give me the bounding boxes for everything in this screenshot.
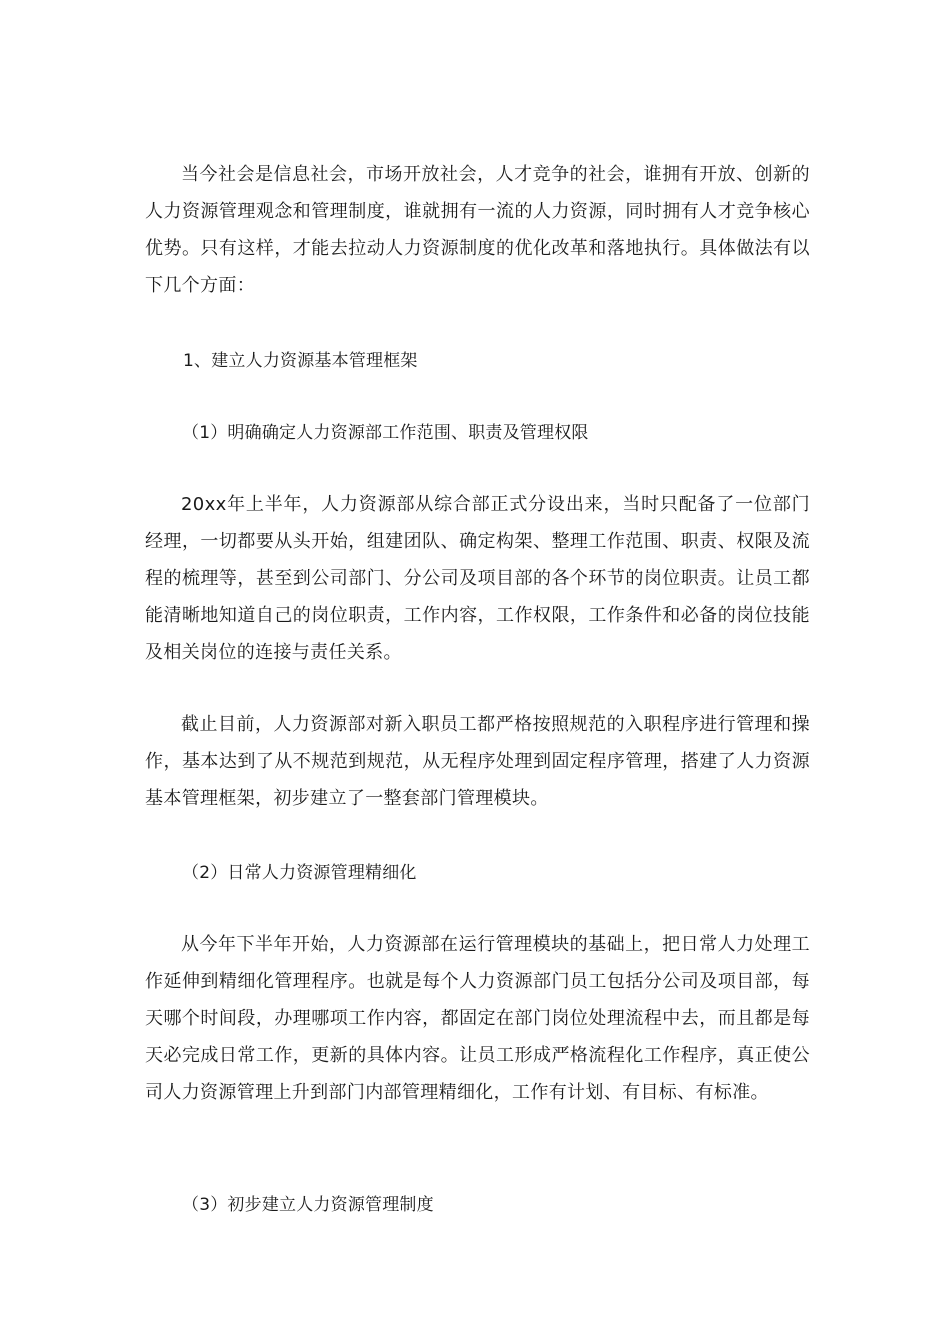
section-heading-1: 1、建立人力资源基本管理框架 [183, 351, 418, 371]
intro-paragraph: 当今社会是信息社会，市场开放社会，人才竞争的社会，谁拥有开放、创新的人力资源管理观念和管理制度，谁就拥有一流的人力资源，同时拥有人才竞争核心优势。只有这样，才能去拉动人力资源制度的优化改革和落地执行。具体做法有以下几个方面： [145, 164, 810, 296]
subsection-heading-1: （1）明确确定人力资源部工作范围、职责及管理权限 [182, 423, 589, 443]
paragraph-current-status: 截止目前，人力资源部对新入职员工都严格按照规范的入职程序进行管理和操作，基本达到了从不规范到规范，从无程序处理到固定程序管理，搭建了人力资源基本管理框架，初步建立了一整套部门管理模块。 [145, 714, 810, 809]
paragraph-work-scope: 20xx年上半年，人力资源部从综合部正式分设出来，当时只配备了一位部门经理，一切都要从头开始，组建团队、确定构架、整理工作范围、职责、权限及流程的梳理等，甚至到公司部门、分公司及项目部的各个环节的岗位职责。让员工都能清晰地知道自己的岗位职责，工作内容，工作权限，工作条件和必备的岗位技能及相关岗位的连接与责任关系。 [145, 494, 810, 663]
subsection-heading-3: （3）初步建立人力资源管理制度 [182, 1195, 434, 1215]
paragraph-refinement: 从今年下半年开始，人力资源部在运行管理模块的基础上，把日常人力处理工作延伸到精细化管理程序。也就是每个人力资源部门员工包括分公司及项目部，每天哪个时间段，办理哪项工作内容，都固定在部门岗位处理流程中去，而且都是每天必完成日常工作，更新的具体内容。让员工形成严格流程化工作程序，真正使公司人力资源管理上升到部门内部管理精细化，工作有计划、有目标、有标准。 [145, 934, 810, 1103]
subsection-heading-2: （2）日常人力资源管理精细化 [182, 863, 417, 883]
